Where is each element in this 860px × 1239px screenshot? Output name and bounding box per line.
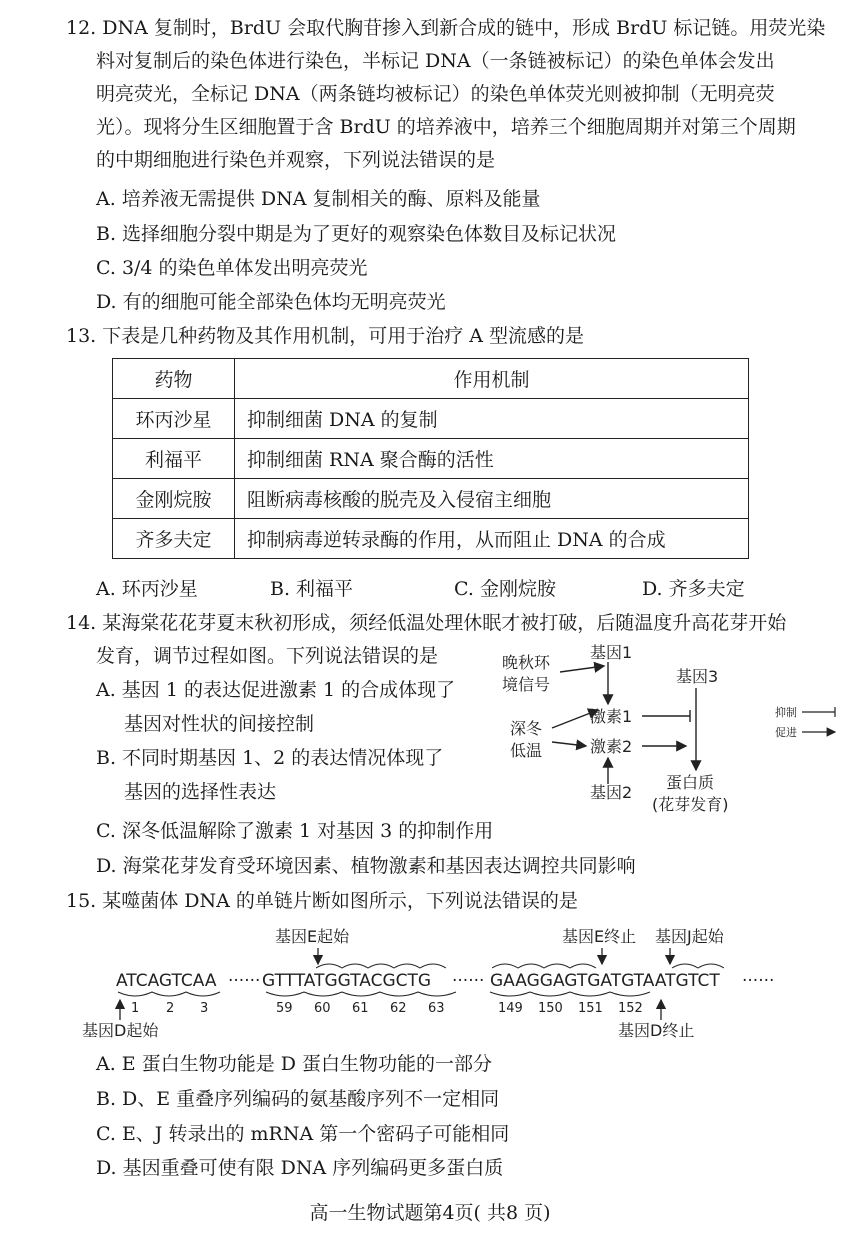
diagram-protein-note: (花芽发育): [652, 795, 729, 814]
diagram-gene1: 基因1: [590, 643, 633, 662]
table-header-row: [113, 359, 749, 399]
q12-option-a: A. 培养液无需提供 DNA 复制相关的酶、原料及能量: [96, 188, 541, 210]
codon-number: 2: [166, 1001, 175, 1016]
codon-number: 60: [314, 1001, 331, 1016]
codon-brackets: [316, 964, 724, 968]
table-cell-drug: 利福平: [113, 439, 235, 479]
page-footer: 高一生物试题第4页( 共8 页): [309, 1202, 551, 1224]
diagram-cold-label: 低温: [510, 741, 543, 760]
table-row: [113, 399, 749, 439]
q12-option-b: B. 选择细胞分裂中期是为了更好的观察染色体数目及标记状况: [96, 223, 617, 245]
gene-e-end-label: 基因E终止: [562, 927, 637, 946]
q12-line: 光）。现将分生区细胞置于含 BrdU 的培养液中，培养三个细胞周期并对第三个周期: [96, 116, 796, 138]
gene-d-end-label: 基因D终止: [618, 1021, 695, 1040]
diagram-gene3: 基因3: [676, 667, 719, 686]
table-row: [113, 479, 749, 519]
diagram-protein: 蛋白质: [666, 773, 715, 792]
q13-option-b: B. 利福平: [270, 578, 354, 600]
table-cell-drug: 环丙沙星: [113, 399, 235, 439]
q13-option-a: A. 环丙沙星: [96, 578, 198, 600]
codon-number: 152: [618, 1001, 643, 1016]
q14-option-b: B. 不同时期基因 1、2 的表达情况体现了: [96, 747, 444, 769]
q13-option-d: D. 齐多夫定: [642, 578, 745, 600]
diagram-signal-label: 晚秋环: [502, 653, 551, 672]
codon-number: 1: [131, 1001, 140, 1016]
sequence-ellipsis: ······: [228, 971, 261, 991]
q12-option-c: C. 3/4 的染色单体发出明亮荧光: [96, 257, 368, 279]
codon-number: 149: [498, 1001, 523, 1016]
q15-option-d: D. 基因重叠可使有限 DNA 序列编码更多蛋白质: [96, 1157, 504, 1179]
codon-number: 61: [352, 1001, 369, 1016]
gene-j-start-label: 基因J起始: [655, 927, 724, 946]
hormone-regulation-diagram: [490, 638, 850, 818]
q12-line: 明亮荧光，全标记 DNA（两条链均被标记）的染色单体荧光则被抑制（无明亮荧: [96, 83, 775, 105]
q14-option-b-cont: 基因的选择性表达: [124, 781, 277, 803]
table-cell-mechanism: 抑制病毒逆转录酶的作用，从而阻止 DNA 的合成: [235, 519, 749, 559]
diagram-cold-label: 深冬: [510, 719, 543, 738]
q14-option-d: D. 海棠花芽发育受环境因素、植物激素和基因表达调控共同影响: [96, 855, 636, 877]
codon-number: 63: [428, 1001, 445, 1016]
q12-line: 12. DNA 复制时，BrdU 会取代胸苷掺入到新合成的链中，形成 BrdU 标记链。用荧光染: [66, 17, 826, 39]
q12-line: 料对复制后的染色体进行染色，半标记 DNA（一条链被标记）的染色单体会发出: [96, 50, 775, 72]
table-row: [113, 439, 749, 479]
table-header-drug: 药物: [113, 359, 235, 399]
table-cell-drug: 金刚烷胺: [113, 479, 235, 519]
q12-option-d: D. 有的细胞可能全部染色体均无明亮荧光: [96, 291, 446, 313]
codon-number: 62: [390, 1001, 407, 1016]
codon-number: 3: [200, 1001, 209, 1016]
codon-number: 59: [276, 1001, 293, 1016]
q15-option-c: C. E、J 转录出的 mRNA 第一个密码子可能相同: [96, 1123, 510, 1145]
table-cell-mechanism: 阻断病毒核酸的脱壳及入侵宿主细胞: [235, 479, 749, 519]
question-12: [66, 12, 846, 177]
diagram-gene2: 基因2: [590, 783, 633, 802]
legend-promote-label: 促进: [775, 726, 797, 739]
q14-option-a-cont: 基因对性状的间接控制: [124, 713, 315, 735]
diagram-hormone1: 激素1: [590, 707, 633, 726]
table-cell-mechanism: 抑制细菌 RNA 聚合酶的活性: [235, 439, 749, 479]
table-cell-drug: 齐多夫定: [113, 519, 235, 559]
diagram-hormone2: 激素2: [590, 737, 633, 756]
q14-option-c: C. 深冬低温解除了激素 1 对基因 3 的抑制作用: [96, 820, 494, 842]
codon-number: 151: [578, 1001, 603, 1016]
table-header-mechanism: 作用机制: [235, 359, 749, 399]
phage-dna-diagram: [80, 920, 840, 1045]
dna-sequence-segment: ATCAGTCAA: [116, 971, 217, 991]
gene-d-start-label: 基因D起始: [82, 1021, 159, 1040]
table-row: [113, 519, 749, 559]
gene-e-start-label: 基因E起始: [275, 927, 350, 946]
table-cell-mechanism: 抑制细菌 DNA 的复制: [235, 399, 749, 439]
legend-inhibit-label: 抑制: [775, 706, 797, 719]
sequence-ellipsis: ······: [452, 971, 485, 991]
q12-line: 的中期细胞进行染色并观察，下列说法错误的是: [96, 149, 496, 171]
q13-option-c: C. 金刚烷胺: [454, 578, 556, 600]
codon-number: 150: [538, 1001, 563, 1016]
diagram-signal-label: 境信号: [502, 675, 551, 694]
q15-option-a: A. E 蛋白生物功能是 D 蛋白生物功能的一部分: [96, 1053, 493, 1075]
drug-table: [112, 358, 749, 559]
q15-option-b: B. D、E 重叠序列编码的氨基酸序列不一定相同: [96, 1088, 500, 1110]
question-13-stem: 13. 下表是几种药物及其作用机制，可用于治疗 A 型流感的是: [66, 325, 585, 347]
dna-sequence-segment: GAAGGAGTGATGTAATGTCT: [490, 971, 720, 991]
q14-line: 14. 某海棠花花芽夏末秋初形成，须经低温处理休眠才被打破，后随温度升高花芽开始: [66, 612, 787, 634]
question-15-stem: 15. 某噬菌体 DNA 的单链片断如图所示，下列说法错误的是: [66, 890, 578, 912]
dna-sequence-segment: GTTTATGGTACGCTG: [262, 971, 432, 991]
sequence-ellipsis: ······: [742, 971, 775, 991]
q14-line: 发育，调节过程如图。下列说法错误的是: [96, 645, 439, 667]
q14-option-a: A. 基因 1 的表达促进激素 1 的合成体现了: [96, 679, 456, 701]
